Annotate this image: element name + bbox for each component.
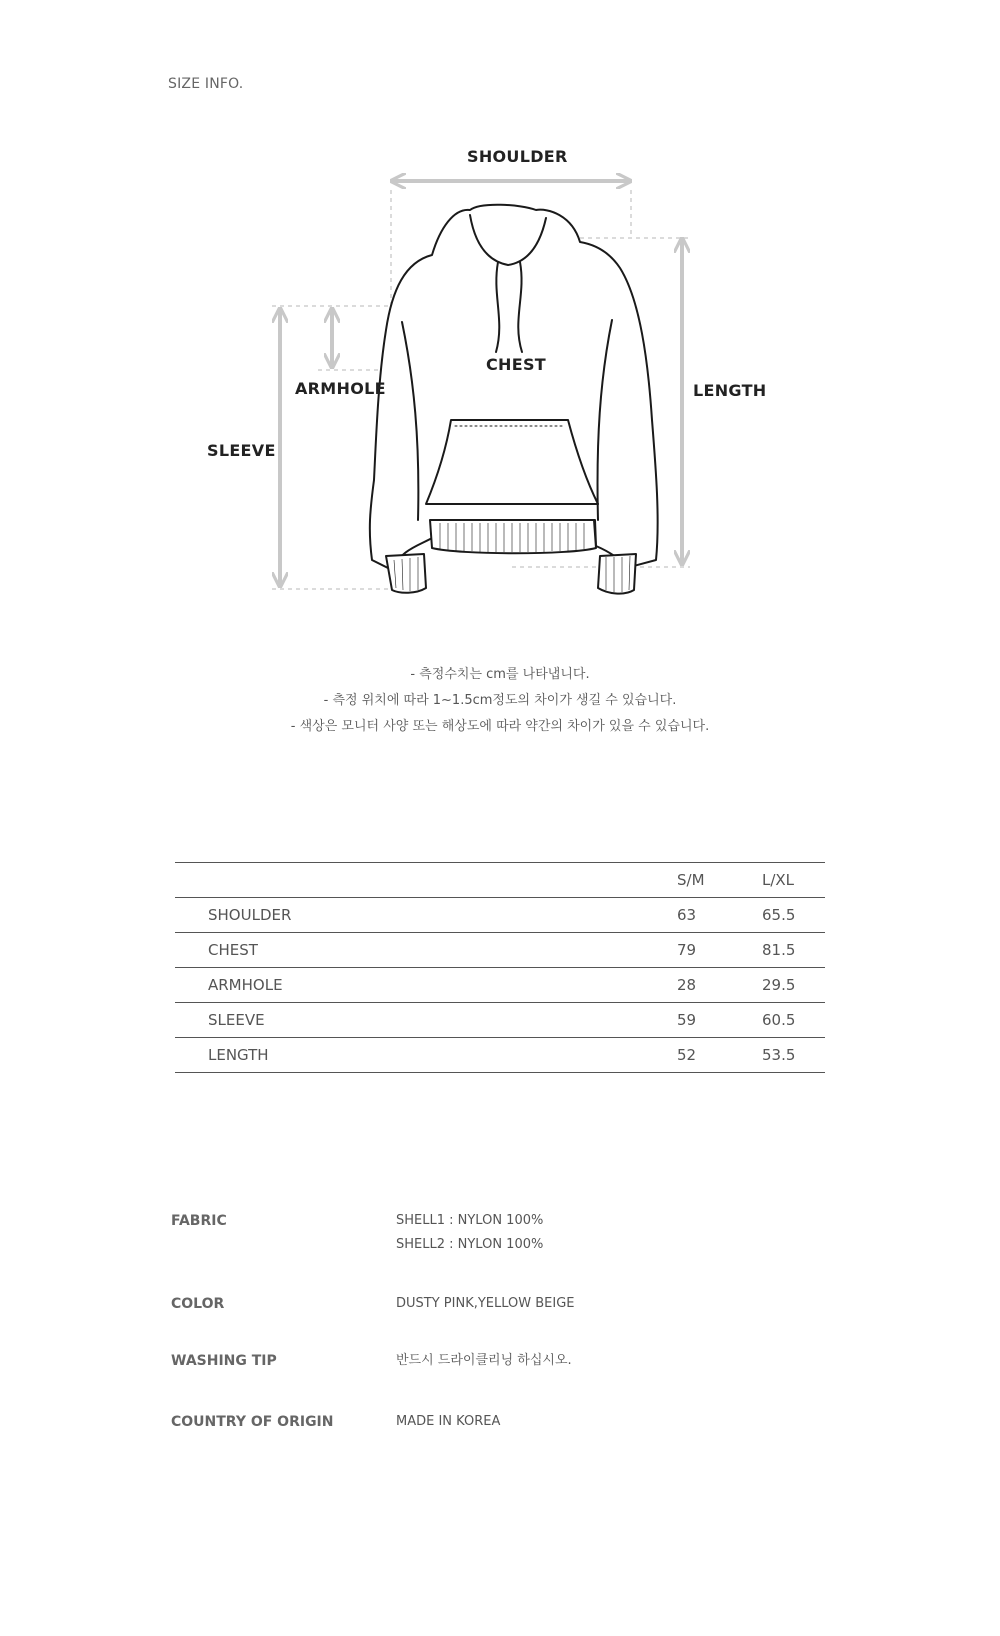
table-row [175, 1003, 825, 1038]
washing-tip-value: 반드시 드라이클리닝 하십시오. [396, 1353, 572, 1368]
measurement-notes [0, 662, 1000, 740]
table-row [175, 1038, 825, 1073]
measure-name: CHEST [175, 933, 677, 968]
measure-name: LENGTH [175, 1038, 677, 1073]
shoulder-label: SHOULDER [467, 147, 568, 166]
note-line: - 측정 위치에 따라 1~1.5cm정도의 차이가 생길 수 있습니다. [323, 693, 677, 708]
sleeve-label: SLEEVE [207, 441, 276, 460]
origin-label: COUNTRY OF ORIGIN [171, 1414, 334, 1430]
measure-sm: 79 [677, 933, 762, 968]
table-row [175, 933, 825, 968]
fabric-value [396, 1209, 543, 1257]
measure-name: ARMHOLE [175, 968, 677, 1003]
fabric-label: FABRIC [171, 1213, 227, 1229]
header-cell [175, 863, 677, 898]
chest-label: CHEST [482, 355, 550, 374]
fabric-line: SHELL2 : NYLON 100% [396, 1237, 544, 1252]
measure-sm: 63 [677, 898, 762, 933]
origin-value: MADE IN KOREA [396, 1414, 501, 1429]
table-header-row [175, 863, 825, 898]
measure-lxl: 65.5 [762, 898, 825, 933]
note-line: - 측정수치는 cm를 나타냅니다. [410, 667, 590, 682]
measure-name: SHOULDER [175, 898, 677, 933]
color-label: COLOR [171, 1296, 225, 1312]
measure-sm: 59 [677, 1003, 762, 1038]
color-value: DUSTY PINK,YELLOW BEIGE [396, 1296, 575, 1311]
measure-lxl: 29.5 [762, 968, 825, 1003]
measure-lxl: 60.5 [762, 1003, 825, 1038]
length-label: LENGTH [693, 381, 767, 400]
measure-sm: 52 [677, 1038, 762, 1073]
section-title: SIZE INFO. [168, 76, 244, 92]
size-table [175, 862, 825, 1073]
measure-lxl: 53.5 [762, 1038, 825, 1073]
hoodie-diagram [0, 0, 1000, 620]
header-cell-lxl: L/XL [762, 863, 825, 898]
table-row [175, 968, 825, 1003]
measure-sm: 28 [677, 968, 762, 1003]
header-cell-sm: S/M [677, 863, 762, 898]
measure-name: SLEEVE [175, 1003, 677, 1038]
table-row [175, 898, 825, 933]
armhole-label: ARMHOLE [295, 379, 386, 398]
note-line: - 색상은 모니터 사양 또는 해상도에 따라 약간의 차이가 있을 수 있습니다. [290, 719, 710, 734]
measure-lxl: 81.5 [762, 933, 825, 968]
washing-tip-label: WASHING TIP [171, 1353, 277, 1369]
fabric-line: SHELL1 : NYLON 100% [396, 1213, 544, 1228]
